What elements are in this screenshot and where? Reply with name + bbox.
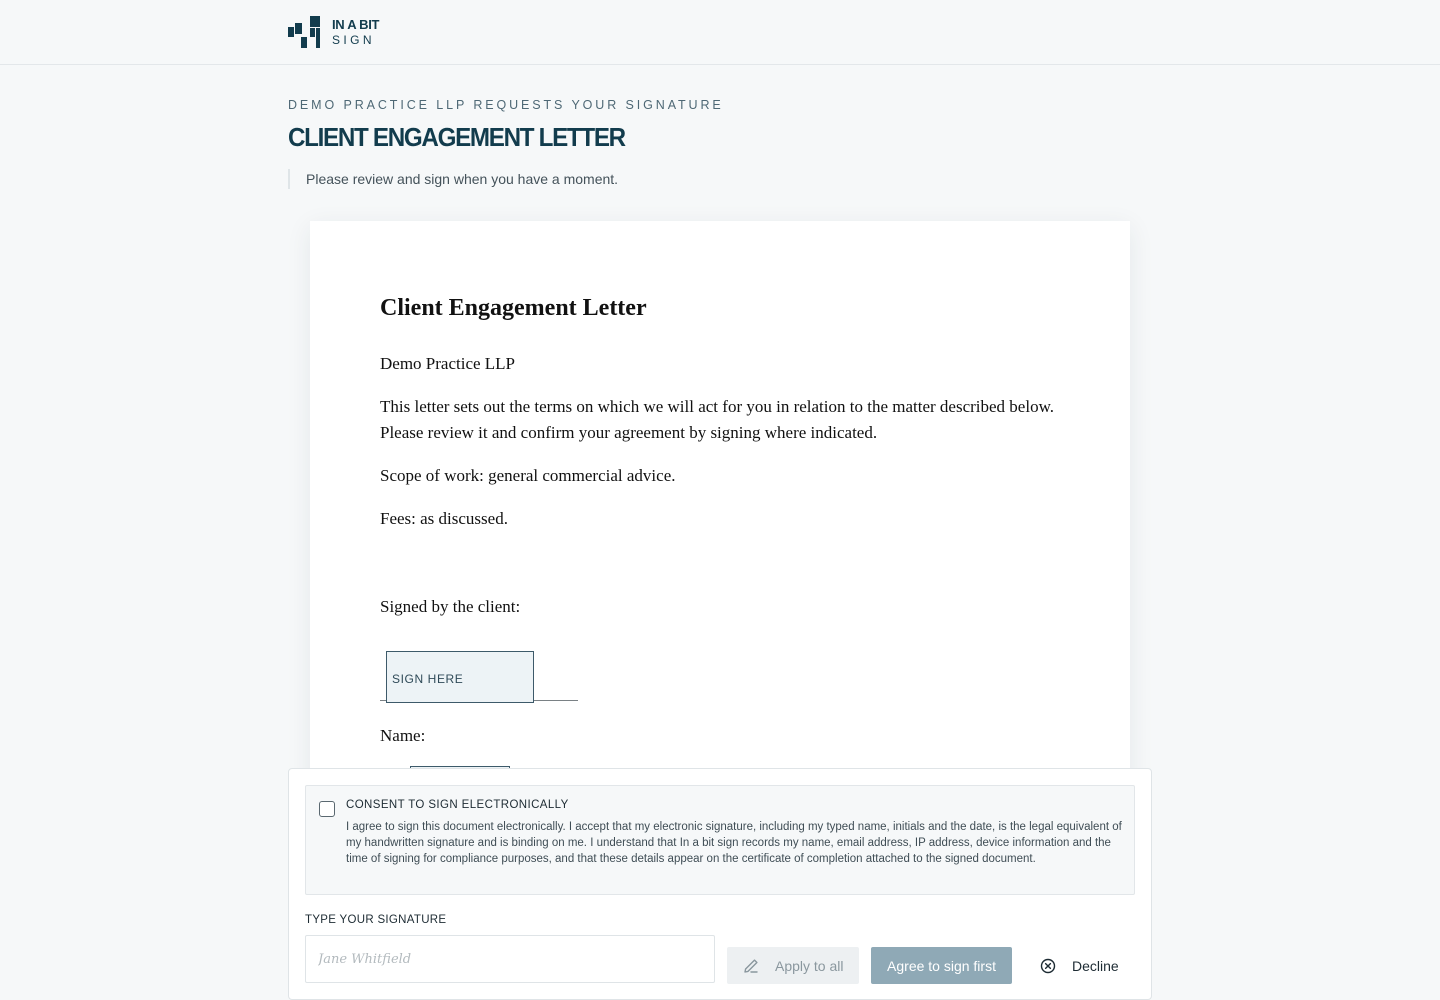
logo[interactable] xyxy=(288,16,379,48)
top-bar xyxy=(0,0,1440,65)
pencil-icon xyxy=(741,956,761,976)
document-intro-line-1: This letter sets out the terms on which we will act for you in relation to the matter described below. xyxy=(380,397,1054,416)
signature-label: TYPE YOUR SIGNATURE xyxy=(305,914,447,926)
document-signed-by: Signed by the client: xyxy=(380,597,521,616)
consent-text: I agree to sign this document electronically. I accept that my electronic signature, including my typed name, initials and the date, is the legal equivalent of my handwritten signature and is binding on me. I understand that In a bit sign records my name, email address, IP address, device information and the time of signing for compliance purposes, and that these details appear on the certificate of completion attached to the signed document. xyxy=(346,821,1122,865)
signature-input[interactable] xyxy=(305,935,715,983)
logo-icon xyxy=(288,16,322,48)
decline-button[interactable] xyxy=(1029,947,1129,984)
document-intro-line-2: Please review it and confirm your agreement by signing where indicated. xyxy=(380,423,878,442)
document-name-label: Name: xyxy=(380,726,426,745)
consent-box xyxy=(305,785,1135,895)
apply-to-all-button[interactable] xyxy=(727,947,859,984)
sign-here-field[interactable]: SIGN HERE xyxy=(386,651,534,703)
consent-title: CONSENT TO SIGN ELECTRONICALLY xyxy=(346,799,569,811)
document-heading: Client Engagement Letter xyxy=(380,295,647,321)
document-fees: Fees: as discussed. xyxy=(380,509,508,528)
decline-label: Decline xyxy=(1072,957,1119,974)
request-kicker: DEMO PRACTICE LLP REQUESTS YOUR SIGNATURE xyxy=(288,98,724,112)
agree-to-sign-button[interactable]: Agree to sign first xyxy=(871,947,1012,984)
close-circle-icon xyxy=(1040,958,1056,974)
logo-line-1: IN A BIT xyxy=(332,17,380,32)
sender-message: Please review and sign when you have a moment. xyxy=(288,169,618,189)
logo-line-2: SIGN xyxy=(332,33,375,47)
document-firm: Demo Practice LLP xyxy=(380,354,516,373)
apply-to-all-label: Apply to all xyxy=(775,957,844,974)
page-title: CLIENT ENGAGEMENT LETTER xyxy=(288,122,625,152)
consent-checkbox[interactable] xyxy=(319,801,335,817)
document-page[interactable] xyxy=(310,221,1130,821)
logo-text xyxy=(332,18,379,46)
document-scope: Scope of work: general commercial advice. xyxy=(380,466,676,485)
signing-panel xyxy=(288,768,1152,1000)
